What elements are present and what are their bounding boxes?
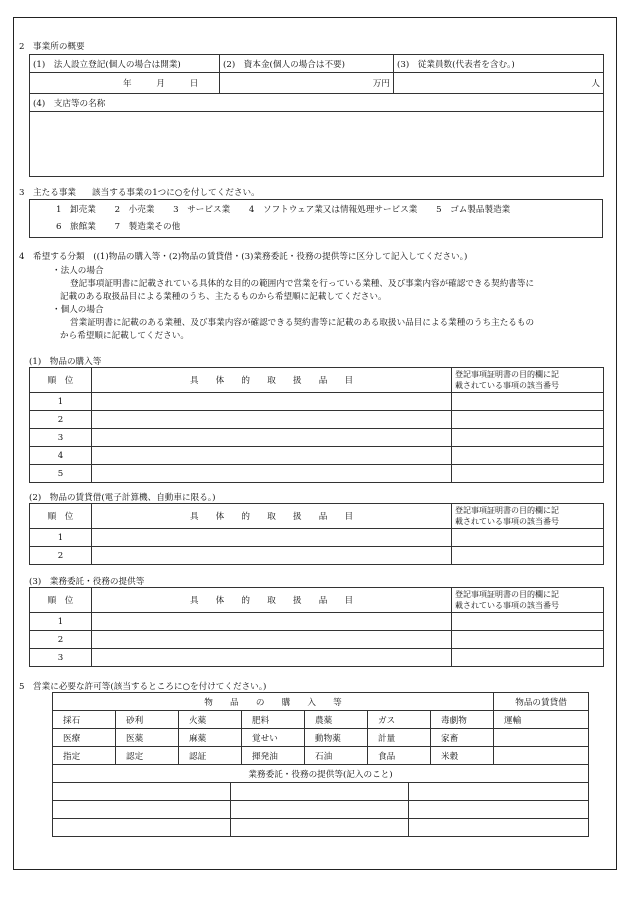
license-service-header: 業務委託・役務の提供等(記入のこと) [53,765,589,783]
day-label: 日 [189,79,199,89]
t2-rank-2: 2 [30,547,92,565]
t1-rank-5: 5 [30,465,92,483]
t3-reg-3[interactable] [452,649,604,667]
license-sekiyu[interactable]: 石油 [305,747,368,765]
business-option-4[interactable]: 4 ソフトウェア業又は情報処理サービス業 [248,204,418,215]
t3-rank-3: 3 [30,649,92,667]
license-goods-header: 物 品 の 購 入 等 [53,693,494,711]
corp-label: ・法人の場合 [52,266,104,276]
t1-rank-3: 3 [30,429,92,447]
t1-reg-4[interactable] [452,447,604,465]
corp-line-2: 記載のある取扱品目による業種のうち、主たるものから希望順に記載してください。 [60,292,387,302]
t2-rank-1: 1 [30,529,92,547]
license-rental-blank-2[interactable] [494,729,589,747]
section-3-title: 3 主たる事業 該当する事業の1つに○を付してください。 [19,188,260,198]
license-saiseki[interactable]: 採石 [53,711,116,729]
license-iryo[interactable]: 医療 [53,729,116,747]
license-kayaku[interactable]: 火薬 [179,711,242,729]
service-table [29,587,604,667]
business-option-6[interactable]: 6 旅館業 [56,221,96,232]
indiv-label: ・個人の場合 [52,305,104,315]
license-kihatsuyu[interactable]: 揮発油 [242,747,305,765]
t1-rank-1: 1 [30,393,92,411]
license-dokugeki[interactable]: 毒劇物 [431,711,494,729]
service-cell-3-1[interactable] [53,819,231,837]
business-option-5[interactable]: 5 ゴム製品製造業 [436,204,511,215]
branch-header: (4) 支店等の名称 [30,94,604,112]
license-kakusei[interactable]: 覚せい [242,729,305,747]
capital-unit: 万円 [372,79,390,89]
t1-item-3[interactable] [92,429,452,447]
section-2-title: 2 事業所の概要 [19,42,85,52]
service-cell-2-1[interactable] [53,801,231,819]
license-mayaku[interactable]: 麻薬 [179,729,242,747]
license-kachiku[interactable]: 家畜 [431,729,494,747]
service-cell-3-3[interactable] [409,819,589,837]
business-options[interactable] [30,200,603,238]
t1-reg-3[interactable] [452,429,604,447]
t2-item-2[interactable] [92,547,452,565]
license-iyaku[interactable]: 医薬 [116,729,179,747]
branch-field[interactable] [30,112,604,177]
t3-rank-1: 1 [30,613,92,631]
t1-title: (1) 物品の購入等 [29,357,102,367]
license-ninsho[interactable]: 認証 [179,747,242,765]
license-shokuhin[interactable]: 食品 [368,747,431,765]
main-business-table [29,199,603,238]
t1-reg-2[interactable] [452,411,604,429]
license-keiryo[interactable]: 計量 [368,729,431,747]
license-beikoku[interactable]: 米穀 [431,747,494,765]
employees-field[interactable] [394,73,604,94]
license-rental-header: 物品の賃貸借 [494,693,589,711]
t3-reg-1[interactable] [452,613,604,631]
t1-reg-1[interactable] [452,393,604,411]
t2-title: (2) 物品の賃貸借(電子計算機、自動車に限る。) [29,493,216,503]
t2-col-item: 具 体 的 取 扱 品 目 [92,504,452,529]
service-cell-2-3[interactable] [409,801,589,819]
service-cell-3-2[interactable] [231,819,409,837]
business-option-1[interactable]: 1 卸売業 [56,204,96,215]
t1-rank-4: 4 [30,447,92,465]
license-gas[interactable]: ガス [368,711,431,729]
service-cell-1-2[interactable] [231,783,409,801]
service-cell-2-2[interactable] [231,801,409,819]
t3-col-rank: 順 位 [30,588,92,613]
t3-item-2[interactable] [92,631,452,649]
t2-col-reg: 登記事項証明書の目的欄に記 載されている事項の該当番号 [452,504,604,529]
office-overview-table [29,54,604,177]
license-table [52,692,589,783]
t1-col-rank: 順 位 [30,368,92,393]
establishment-date-header: (1) 法人設立登記(個人の場合は開業) [30,55,220,73]
t2-reg-2[interactable] [452,547,604,565]
corp-line-1: 登記事項証明書に記載されている具体的な目的の範囲内で営業を行っている業種、及び事業内容が確認できる契約書等に [70,279,535,289]
establishment-date-field[interactable] [30,73,220,94]
license-unyu[interactable]: 運輸 [494,711,589,729]
license-noyaku[interactable]: 農薬 [305,711,368,729]
t3-reg-2[interactable] [452,631,604,649]
capital-header: (2) 資本金(個人の場合は不要) [220,55,394,73]
business-option-7[interactable]: 7 製造業その他 [114,221,181,232]
t1-item-2[interactable] [92,411,452,429]
service-cell-1-3[interactable] [409,783,589,801]
t1-col-reg: 登記事項証明書の目的欄に記 載されている事項の該当番号 [452,368,604,393]
year-label: 年 [123,79,132,89]
section-4-title: 4 希望する分類 ((1)物品の購入等・(2)物品の賃貸借・(3)業務委託・役務の提供等に区分して記入してください。) [19,252,468,262]
license-dobutsuyaku[interactable]: 動物薬 [305,729,368,747]
t3-col-reg: 登記事項証明書の目的欄に記 載されている事項の該当番号 [452,588,604,613]
capital-field[interactable] [220,73,394,94]
t2-col-rank: 順 位 [30,504,92,529]
t1-item-4[interactable] [92,447,452,465]
t2-reg-1[interactable] [452,529,604,547]
license-nintei[interactable]: 認定 [116,747,179,765]
t3-rank-2: 2 [30,631,92,649]
t1-item-1[interactable] [92,393,452,411]
license-rental-blank-3[interactable] [494,747,589,765]
section-5-title: 5 営業に必要な許可等(該当するところに○を付けてください。) [19,682,267,692]
rental-table [29,503,604,565]
license-service-table [52,782,589,837]
t3-item-1[interactable] [92,613,452,631]
license-hiryo[interactable]: 肥料 [242,711,305,729]
license-shitei[interactable]: 指定 [53,747,116,765]
purchase-table [29,367,604,483]
service-cell-1-1[interactable] [53,783,231,801]
t1-rank-2: 2 [30,411,92,429]
t3-col-item: 具 体 的 取 扱 品 目 [92,588,452,613]
t2-item-1[interactable] [92,529,452,547]
business-option-3[interactable]: 3 サービス業 [173,204,231,215]
business-option-2[interactable]: 2 小売業 [114,204,155,215]
t1-reg-5[interactable] [452,465,604,483]
month-label: 月 [156,79,165,89]
license-jari[interactable]: 砂利 [116,711,179,729]
t3-item-3[interactable] [92,649,452,667]
t1-col-item: 具 体 的 取 扱 品 目 [92,368,452,393]
t3-title: (3) 業務委託・役務の提供等 [29,577,145,587]
indiv-line-1: 営業証明書に記載のある業種、及び事業内容が確認できる契約書等に記載のある取扱い品目による業種のうち主たるもの [70,318,535,328]
employees-unit: 人 [591,79,600,89]
t1-item-5[interactable] [92,465,452,483]
indiv-line-2: から希望順に記載してください。 [60,331,189,341]
employees-header: (3) 従業員数(代表者を含む。) [394,55,604,73]
